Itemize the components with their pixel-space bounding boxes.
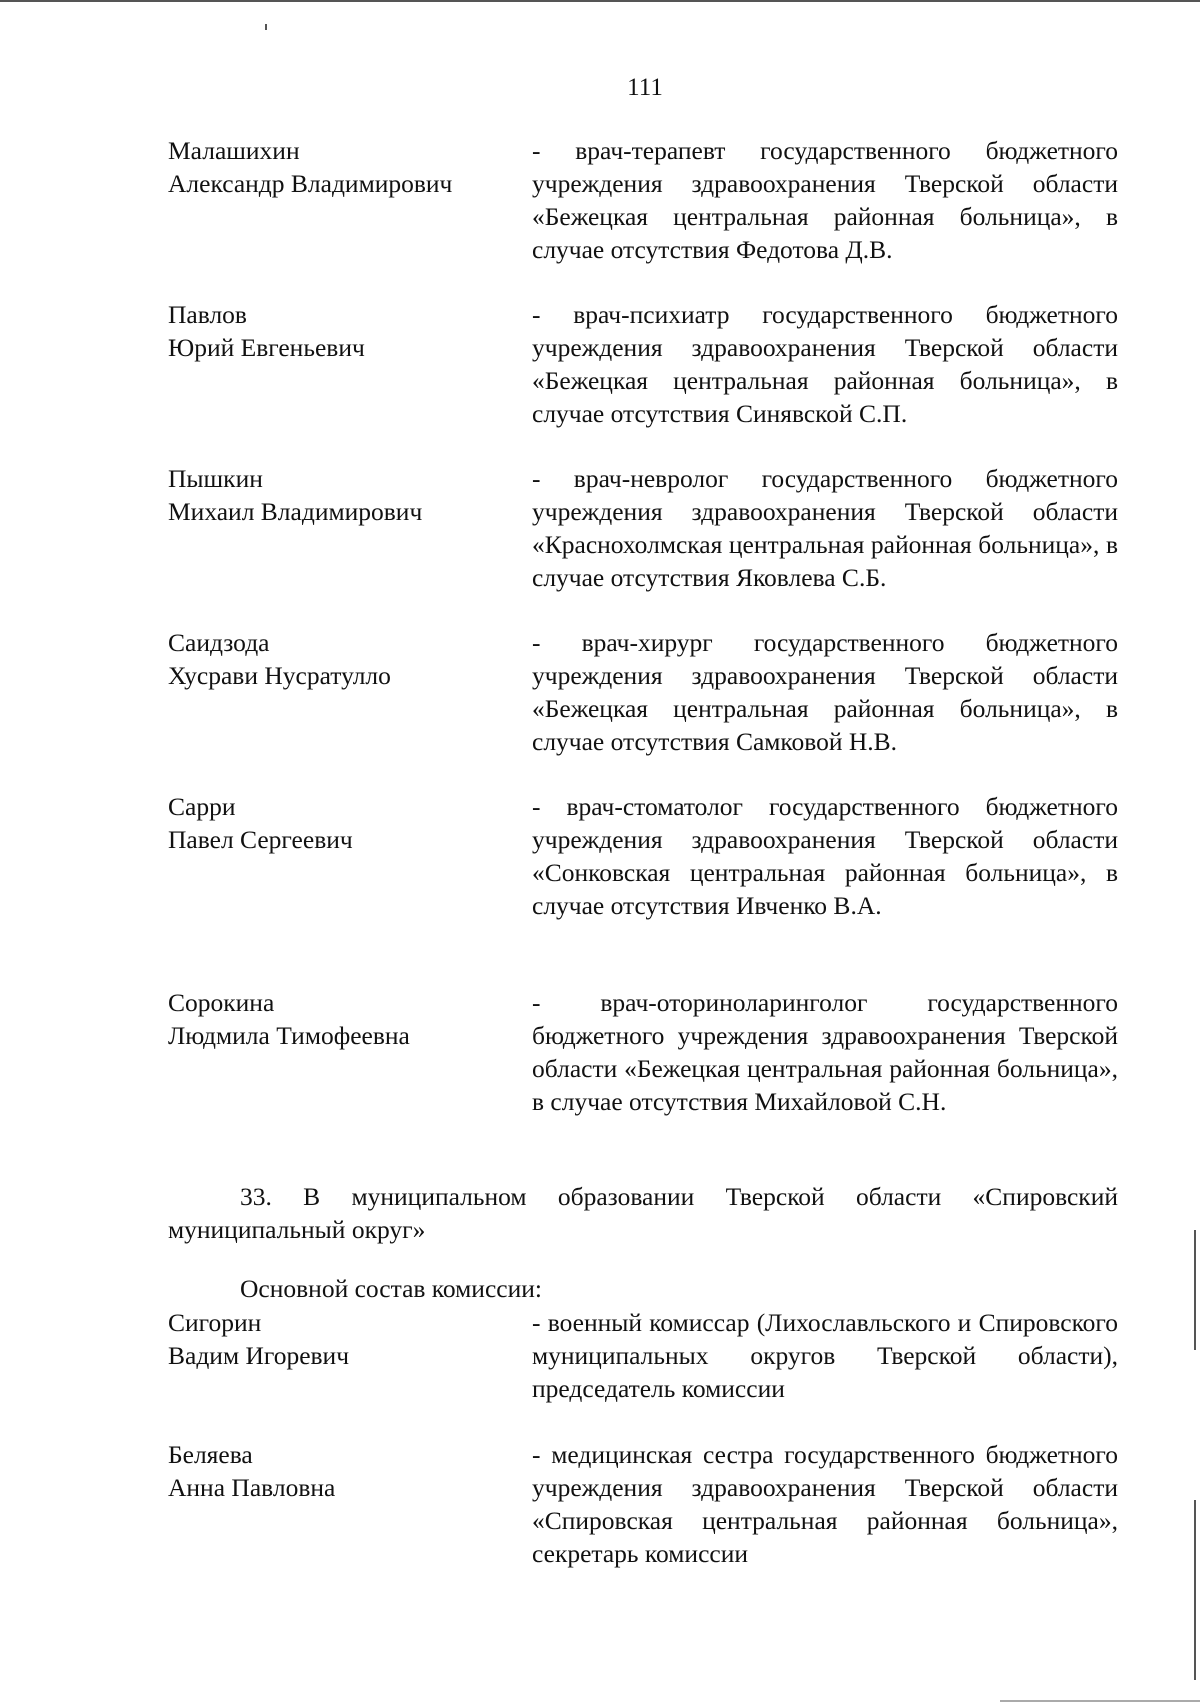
person-surname: Сарри — [168, 792, 236, 821]
person-name — [168, 298, 508, 364]
person-given-names: Вадим Игоревич — [168, 1341, 350, 1370]
person-given-names: Александр Владимирович — [168, 169, 453, 198]
person-given-names: Хусрави Нусратулло — [168, 661, 391, 690]
person-role: - врач-оториноларинголог государственного бюджетного учреждения здравоохранения Тверской области «Бежецкая центральная районная больница», в случае отсутствия Михайловой С.Н. — [532, 988, 1118, 1116]
person-surname: Саидзода — [168, 628, 270, 657]
scan-edge-line — [1194, 1500, 1196, 1680]
person-surname: Сорокина — [168, 988, 275, 1017]
person-name — [168, 462, 508, 528]
person-role: - врач-невролог государственного бюджетного учреждения здравоохранения Тверской области «Краснохолмская центральная районная больница», в случае отсутствия Яковлева С.Б. — [532, 464, 1118, 592]
person-surname: Сигорин — [168, 1308, 262, 1337]
person-surname: Павлов — [168, 300, 247, 329]
person-role: - врач-хирург государственного бюджетного учреждения здравоохранения Тверской области «Бежецкая центральная районная больница», в случае отсутствия Самковой Н.В. — [532, 628, 1118, 756]
person-name — [168, 626, 508, 692]
scan-border-line — [0, 0, 1200, 2]
scan-speck — [265, 24, 267, 30]
person-name — [168, 134, 508, 200]
person-role: - медицинская сестра государственного бюджетного учреждения здравоохранения Тверской области «Спировская центральная районная больница», секретарь комиссии — [532, 1440, 1118, 1568]
person-given-names: Анна Павловна — [168, 1473, 336, 1502]
commission-subheading: Основной состав комиссии: — [240, 1274, 542, 1303]
person-name — [168, 986, 508, 1052]
page-number: 111 — [627, 74, 663, 101]
person-name — [168, 1438, 508, 1504]
person-name — [168, 1306, 508, 1372]
section-heading: 33. В муниципальном образовании Тверской области «Спировский муниципальный округ» — [168, 1182, 1118, 1244]
scan-edge-line — [1194, 1230, 1196, 1350]
person-given-names: Павел Сергеевич — [168, 825, 353, 854]
scan-speck — [1000, 1700, 1200, 1702]
person-role: - врач-стоматолог государственного бюджетного учреждения здравоохранения Тверской области «Сонковская центральная районная больница», в случае отсутствия Ивченко В.А. — [532, 792, 1118, 920]
person-role: - военный комиссар (Лихославльского и Спировского муниципальных округов Тверской области), председатель комиссии — [532, 1308, 1118, 1403]
person-given-names: Людмила Тимофеевна — [168, 1021, 410, 1050]
person-surname: Беляева — [168, 1440, 253, 1469]
person-role: - врач-терапевт государственного бюджетного учреждения здравоохранения Тверской области «Бежецкая центральная районная больница», в случае отсутствия Федотова Д.В. — [532, 136, 1118, 264]
person-role: - врач-психиатр государственного бюджетного учреждения здравоохранения Тверской области «Бежецкая центральная районная больница», в случае отсутствия Синявской С.П. — [532, 300, 1118, 428]
person-given-names: Юрий Евгеньевич — [168, 333, 365, 362]
person-given-names: Михаил Владимирович — [168, 497, 423, 526]
person-surname: Пышкин — [168, 464, 263, 493]
person-name — [168, 790, 508, 856]
person-surname: Малашихин — [168, 136, 300, 165]
